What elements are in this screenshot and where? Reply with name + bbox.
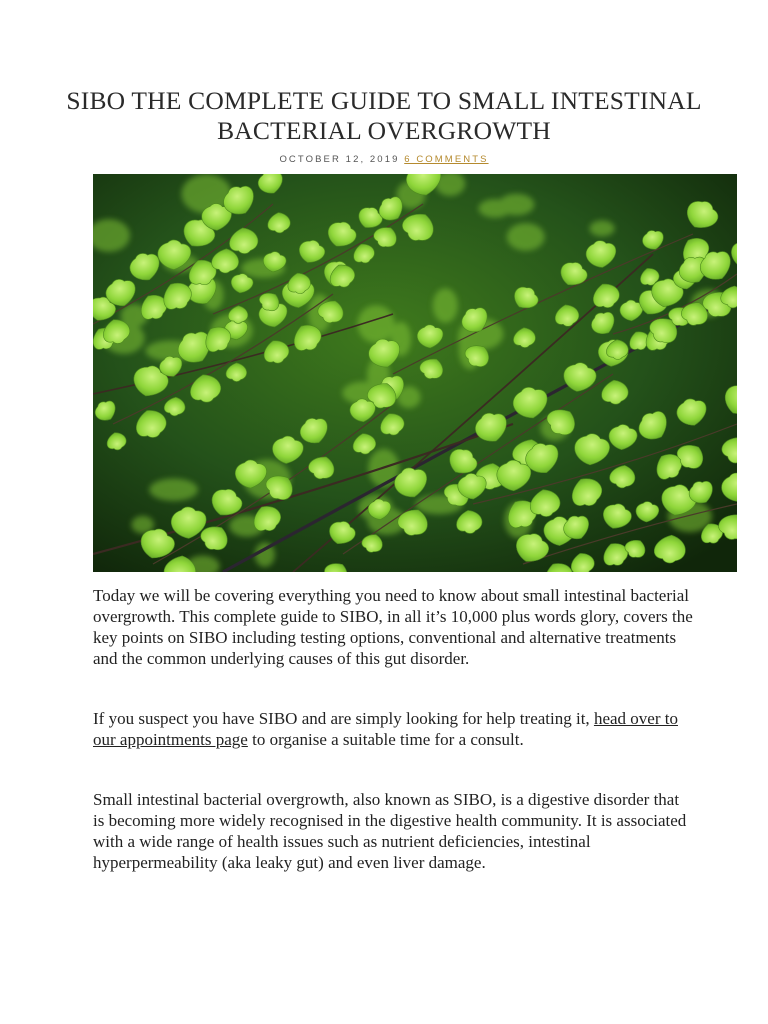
- post-meta: [0, 154, 768, 165]
- comments-link[interactable]: 6 COMMENTS: [404, 154, 489, 165]
- bokeh-leaf: [507, 223, 545, 251]
- appointments-paragraph: [93, 708, 693, 750]
- intro-paragraph: Today we will be covering everything you need to know about small intestinal bacterial overgrowth. This complete guide to SIBO, in all it’s 10,000 plus words glory, covers the key points on SIBO including testing options, conventional and alternative treatments and the common underlying causes of this gut disorder.: [93, 586, 693, 668]
- hero-image: [93, 174, 737, 572]
- bokeh-leaf: [149, 479, 198, 501]
- appointments-text-before: If you suspect you have SIBO and are simply looking for help treating it,: [93, 709, 594, 728]
- bokeh-leaf: [478, 199, 511, 218]
- appointments-text-after: to organise a suitable time for a consult.: [247, 730, 524, 749]
- definition-paragraph: Small intestinal bacterial overgrowth, also known as SIBO, is a digestive disorder that is becoming more widely recognised in the digestive health community. It is associated with a wide range of health issues such as nutrient deficiencies, intestinal hyperpermeability (aka leaky gut) and even liver damage.: [93, 790, 687, 872]
- fern-illustration: [93, 174, 737, 572]
- bokeh-leaf: [433, 288, 458, 323]
- appointments-link[interactable]: head over to our appointments page: [93, 709, 678, 749]
- bokeh-leaf: [590, 220, 615, 236]
- article-title: SIBO THE COMPLETE GUIDE TO SMALL INTESTINAL BACTERIAL OVERGROWTH: [66, 86, 702, 145]
- post-date: OCTOBER 12, 2019: [279, 154, 400, 165]
- bokeh-leaf: [190, 181, 213, 198]
